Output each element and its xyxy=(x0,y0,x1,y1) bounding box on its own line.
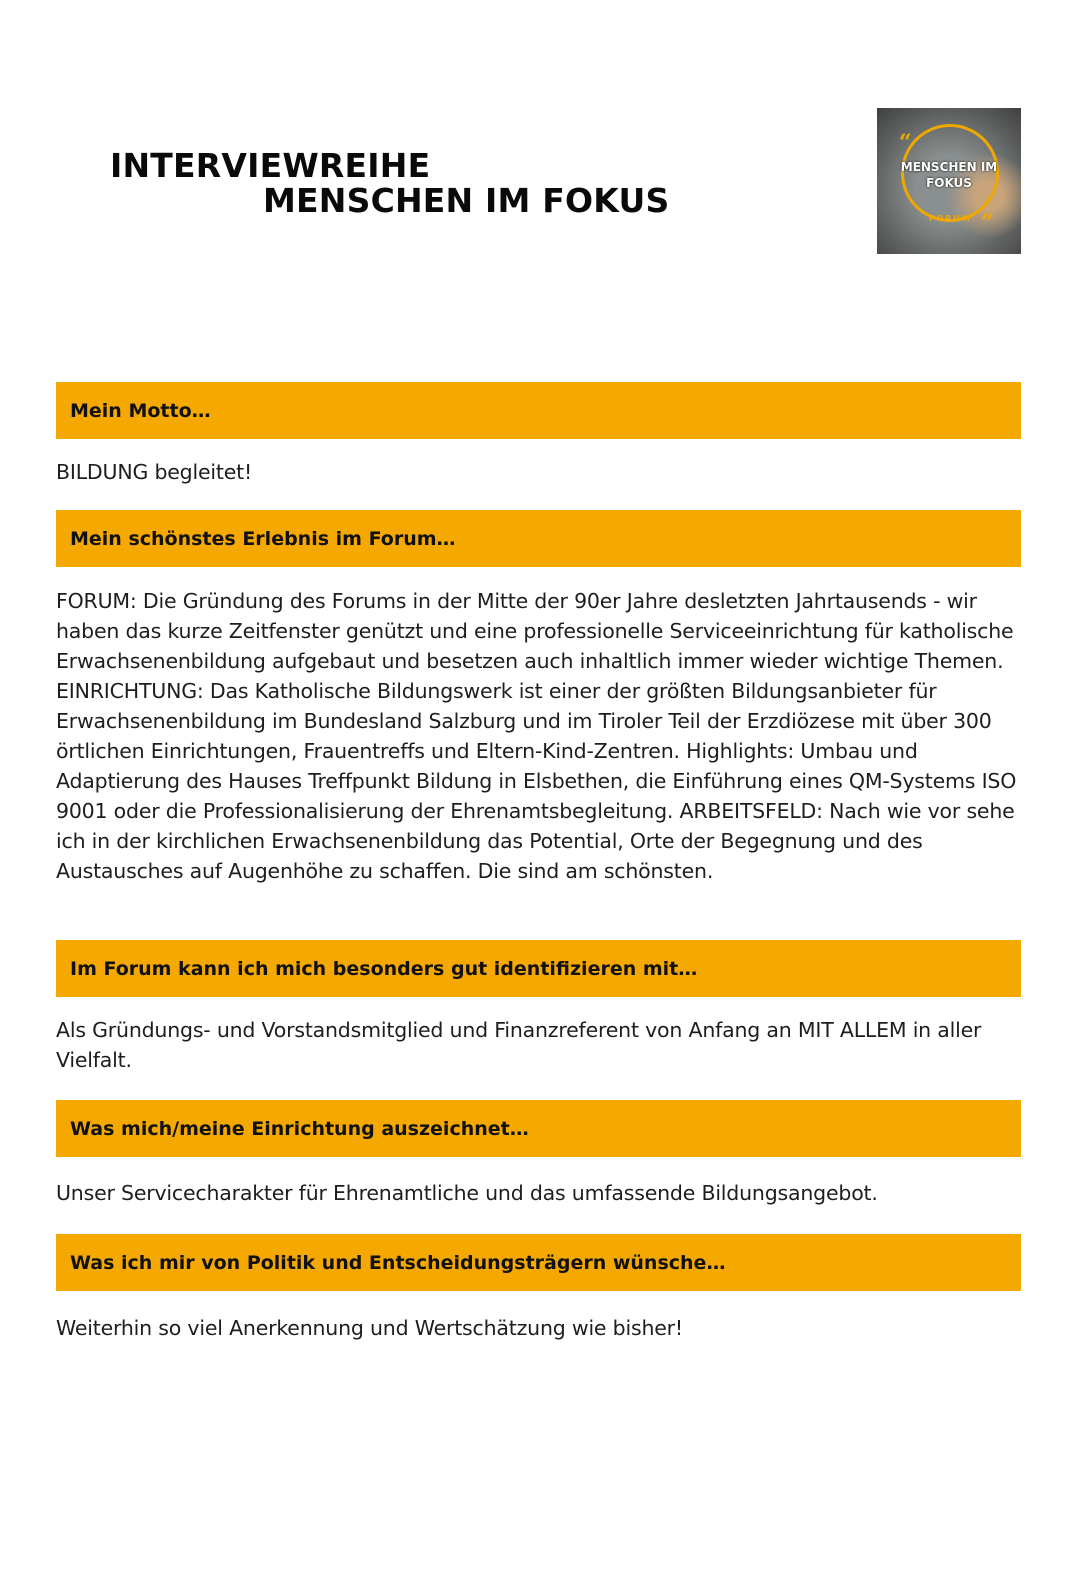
close-quote-icon: ” xyxy=(981,210,994,236)
section-heading-erlebnis: Mein schönstes Erlebnis im Forum… xyxy=(56,510,1021,567)
section-answer-politik: Weiterhin so viel Anerkennung und Wertschätzung wie bisher! xyxy=(56,1316,683,1340)
logo-brand: FORUM xyxy=(929,214,972,223)
section-heading-politik: Was ich mir von Politik und Entscheidungsträgern wünsche… xyxy=(56,1234,1021,1291)
section-answer-motto: BILDUNG begleitet! xyxy=(56,460,253,484)
section-heading-identifizieren: Im Forum kann ich mich besonders gut identifizieren mit… xyxy=(56,940,1021,997)
open-quote-icon: “ xyxy=(899,130,912,156)
menschen-im-fokus-logo-icon xyxy=(877,108,1021,254)
section-heading-motto: Mein Motto… xyxy=(56,382,1021,439)
section-heading-auszeichnung: Was mich/meine Einrichtung auszeichnet… xyxy=(56,1100,1021,1157)
section-answer-erlebnis: FORUM: Die Gründung des Forums in der Mitte der 90er Jahre desletzten Jahrtausends - wir haben das kurze Zeitfenster genützt und eine professionelle Serviceeinrichtung für katholische Erwachsenenbildung aufgebaut und besetzen auch inhaltlich immer wieder wichtige Themen. EINRICHTUNG: Das Katholische Bildungswerk ist einer der größten Bildungsanbieter für Erwachsenenbildung im Bundesland Salzburg und im Tiroler Teil der Erzdiözese mit über 300 örtlichen Einrichtungen, Frauentreffs und Eltern-Kind-Zentren. Highlights: Umbau und Adaptierung des Hauses Treffpunkt Bildung in Elsbethen, die Einführung eines QM-Systems ISO 9001 oder die Professionalisierung der Ehrenamtsbegleitung. ARBEITSFELD: Nach wie vor sehe ich in der kirchlichen Erwachsenenbildung das Potential, Orte der Begegnung und des Austausches auf Augenhöhe zu schaffen. Die sind am schönsten. xyxy=(56,589,1017,883)
page-title-line-1: INTERVIEWREIHE xyxy=(110,146,431,185)
logo-text-line-1: MENSCHEN IM xyxy=(900,160,998,174)
logo-text-line-2: FOKUS xyxy=(926,176,972,190)
section-answer-identifizieren: Als Gründungs- und Vorstandsmitglied und Finanzreferent von Anfang an MIT ALLEM in aller Vielfalt. xyxy=(56,1018,982,1072)
page-title-line-2: MENSCHEN IM FOKUS xyxy=(263,181,670,220)
section-answer-auszeichnung: Unser Servicecharakter für Ehrenamtliche und das umfassende Bildungsangebot. xyxy=(56,1181,878,1205)
